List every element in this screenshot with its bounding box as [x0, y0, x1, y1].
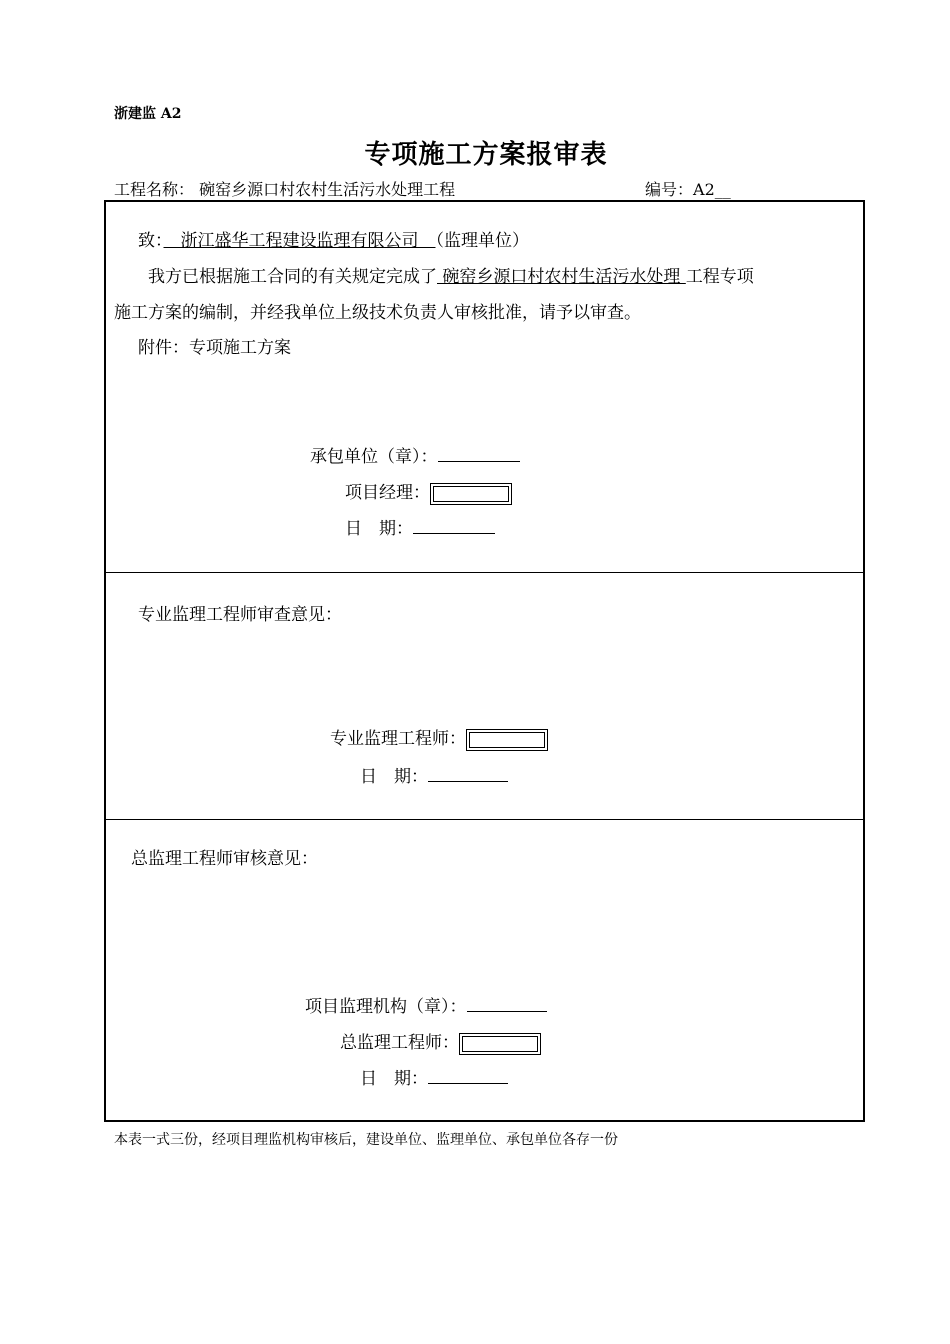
contractor-label: 承包单位（章）： — [310, 447, 438, 467]
section-divider-1 — [104, 572, 865, 573]
date-row-1 — [345, 514, 495, 539]
body-line-2: 施工方案的编制，并经我单位上级技术负责人审核批准，请予以审查。 — [114, 303, 641, 323]
org-label: 项目监理机构（章）： — [305, 997, 467, 1017]
section-divider-2 — [104, 819, 865, 820]
chief-opinion-label: 总监理工程师审核意见： — [131, 849, 318, 869]
body-line-1 — [148, 262, 754, 287]
date-label: 日 期： — [360, 767, 428, 787]
footnote: 本表一式三份，经项目理监机构审核后，建设单位、监理单位、承包单位各存一份 — [114, 1132, 618, 1148]
manager-label: 项目经理： — [345, 483, 430, 503]
date-blank-2[interactable] — [428, 767, 508, 782]
body-project: 碗窑乡源口村农村生活污水处理 — [437, 267, 686, 287]
specialist-opinion-label: 专业监理工程师审查意见： — [138, 605, 342, 625]
number-value: A2__ — [693, 180, 731, 199]
date-row-2 — [360, 762, 508, 787]
project-label: 工程名称： — [114, 180, 195, 199]
date-label: 日 期： — [360, 1069, 428, 1089]
to-label: 致： — [138, 231, 164, 251]
to-suffix: （监理单位） — [435, 231, 529, 251]
date-blank-3[interactable] — [428, 1069, 508, 1084]
org-row — [305, 992, 547, 1017]
manager-signature-box[interactable] — [430, 483, 512, 505]
contractor-seal-blank[interactable] — [438, 447, 520, 462]
chief-engineer-label: 总监理工程师： — [340, 1033, 459, 1053]
manager-row — [345, 478, 512, 505]
contractor-row — [310, 442, 520, 467]
specialist-engineer-row — [330, 724, 548, 751]
date-blank-1[interactable] — [413, 519, 495, 534]
number-label: 编号： — [645, 180, 694, 199]
page-title: 专项施工方案报审表 — [364, 140, 608, 170]
chief-engineer-row — [340, 1028, 541, 1055]
project-name: 碗窑乡源口村农村生活污水处理工程 — [199, 180, 456, 199]
specialist-engineer-label: 专业监理工程师： — [330, 729, 466, 749]
date-row-3 — [360, 1064, 508, 1089]
addressee-row — [138, 226, 529, 251]
chief-signature-box[interactable] — [459, 1033, 541, 1055]
attachment-line: 附件：专项施工方案 — [138, 338, 291, 358]
org-seal-blank[interactable] — [467, 997, 547, 1012]
body-suffix: 工程专项 — [685, 267, 754, 287]
body-prefix: 我方已根据施工合同的有关规定完成了 — [148, 267, 437, 287]
number-row — [645, 177, 731, 200]
project-name-row — [114, 177, 455, 200]
date-label: 日 期： — [345, 519, 413, 539]
supervisor-company: 浙江盛华工程建设监理有限公司 — [163, 231, 436, 251]
specialist-signature-box[interactable] — [466, 729, 548, 751]
form-code: 浙建监 A2 — [114, 106, 182, 122]
